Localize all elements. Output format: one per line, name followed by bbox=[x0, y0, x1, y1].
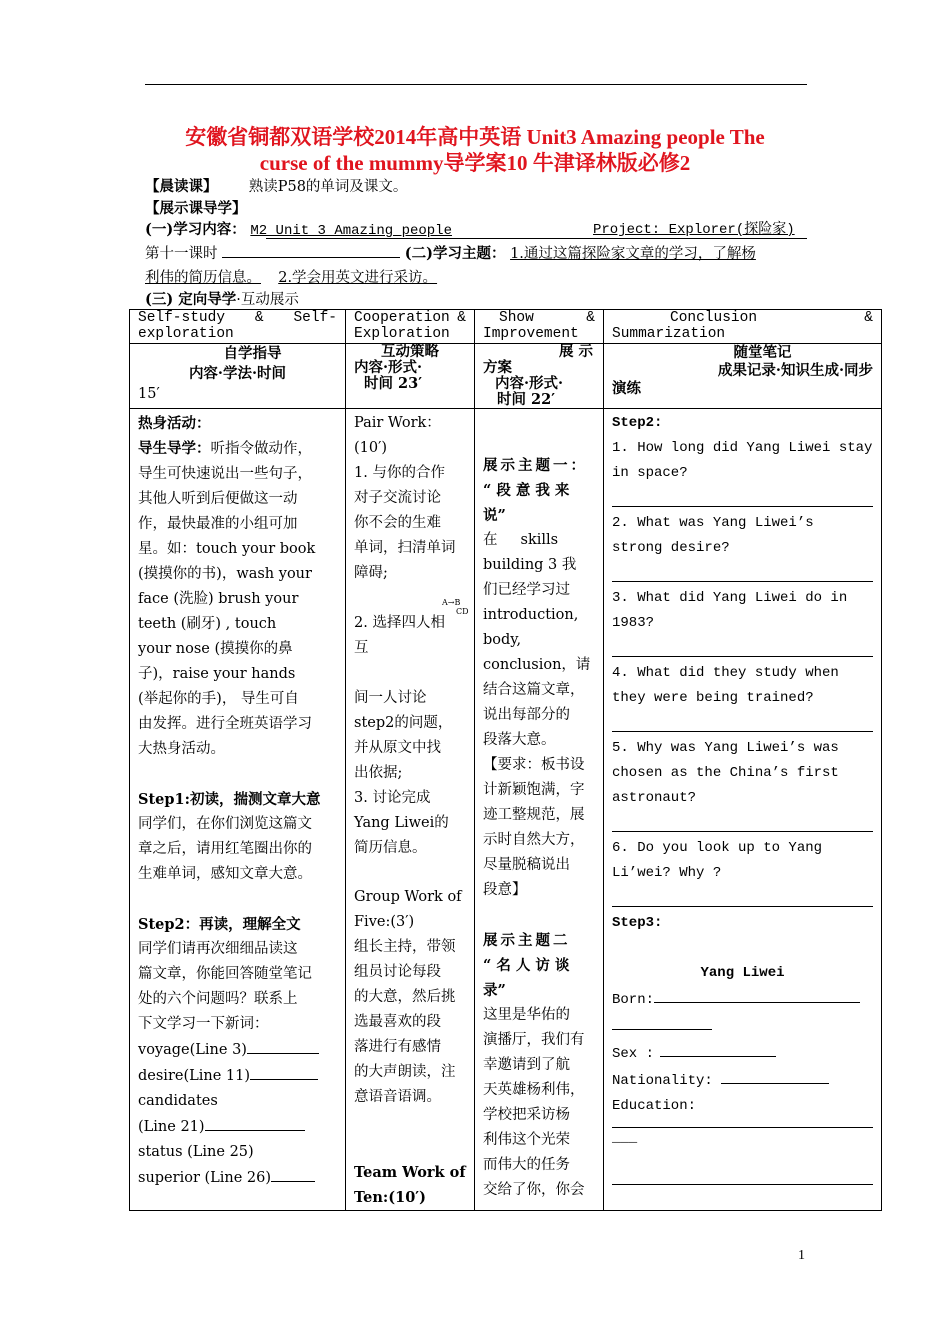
c1-line-8: teeth (刷牙) , touch bbox=[138, 616, 277, 632]
c3-a10: 结合这篇文章， bbox=[483, 682, 585, 698]
c3-a14: 计新颖饱满，字 bbox=[483, 782, 585, 798]
c1-line-12: 由发挥。进行全班英语学习 bbox=[138, 716, 312, 732]
c2-g6: 选最喜欢的段 bbox=[354, 1014, 441, 1030]
page-title bbox=[140, 124, 810, 176]
guide-line bbox=[145, 289, 299, 311]
c4-q1a: 1. How long did Yang Liwei stay bbox=[612, 440, 873, 456]
theme-line-2 bbox=[145, 267, 437, 289]
c3-a4: 在 skills bbox=[483, 532, 559, 548]
c3-a11: 说出每部分的 bbox=[483, 707, 570, 723]
show-topic-2-title: “名人访谈 bbox=[483, 957, 575, 974]
c3-a8: body, bbox=[483, 632, 522, 648]
profile-name: Yang Liwei bbox=[700, 965, 785, 981]
sub-content-method-time: 内容·学法·时间 bbox=[188, 365, 287, 382]
show-topic-2-end: 录” bbox=[483, 982, 506, 999]
word-voyage: voyage(Line 3) bbox=[138, 1042, 247, 1058]
c3-b11: 交给了你，你会 bbox=[483, 1182, 585, 1198]
table-header-row bbox=[130, 310, 882, 344]
word-candidates-blank[interactable] bbox=[205, 1114, 305, 1131]
c1-line-11: (举起你的手)， 导生可自 bbox=[138, 691, 299, 707]
c2-q3: 间一人讨论 bbox=[354, 690, 427, 706]
c1-line-4: 作，最快最准的小组可加 bbox=[138, 516, 298, 532]
sub-show bbox=[475, 344, 604, 409]
sub-time-15: 15′ bbox=[138, 386, 160, 402]
c3-a6: 们已经学习过 bbox=[483, 582, 570, 598]
pair-time: (10′) bbox=[354, 440, 388, 456]
h-self-study: Self-study bbox=[138, 310, 226, 326]
arrow-c: C bbox=[456, 607, 463, 616]
word-desire-blank[interactable] bbox=[250, 1063, 318, 1080]
c2-g3: 组长主持，带领 bbox=[354, 939, 456, 955]
morning-reading bbox=[145, 176, 407, 198]
col-self-study bbox=[130, 409, 346, 1211]
warmup-heading: 热身活动： bbox=[138, 415, 211, 432]
theme-text-2a: 利伟的简历信息。 bbox=[145, 270, 261, 286]
c3-b8: 学校把采访杨 bbox=[483, 1107, 570, 1123]
show-lesson-label: 【展示课导学】 bbox=[145, 200, 247, 217]
col-show bbox=[475, 409, 604, 1211]
h-exploration: exploration bbox=[138, 326, 234, 342]
word-status: status (Line 25) bbox=[138, 1144, 254, 1160]
born-blank-2[interactable] bbox=[612, 1013, 712, 1030]
header-rule bbox=[145, 84, 807, 85]
sub-cooperation bbox=[346, 344, 475, 409]
sex-blank[interactable] bbox=[660, 1040, 776, 1057]
c3-a16: 示时自然大方， bbox=[483, 832, 585, 848]
step1-line-3: 生难单词，感知文章大意。 bbox=[138, 866, 312, 882]
title-line-1: 安徽省铜都双语学校2014年高中英语 Unit3 Amazing people The bbox=[185, 125, 765, 149]
content-project: Project: Explorer(探险家) bbox=[593, 222, 795, 238]
c3-a7: introduction, bbox=[483, 607, 579, 623]
group-time: Five:(3′) bbox=[354, 914, 415, 930]
c2-g9: 意语音语调。 bbox=[354, 1089, 441, 1105]
sub-time-23: 时间 23′ bbox=[364, 375, 423, 392]
c3-b10: 而伟大的任务 bbox=[483, 1157, 570, 1173]
c2-p2: 对子交流讨论 bbox=[354, 490, 441, 506]
arrow-diagram bbox=[442, 598, 469, 616]
c3-a15: 迹工整规范，展 bbox=[483, 807, 585, 823]
c4-q2a: 2. What was Yang Liwei’s bbox=[612, 515, 814, 531]
h-amp-4: & bbox=[864, 310, 873, 326]
c1-line-6: (摸摸你的书)，wash your bbox=[138, 566, 312, 582]
c1-line-9: your nose (摸摸你的鼻 bbox=[138, 641, 293, 657]
page-number: 1 bbox=[798, 1248, 805, 1263]
lesson-blank bbox=[222, 243, 400, 258]
sub-show-title: 展 示 bbox=[558, 343, 593, 360]
c2-p1: 1. 与你的合作 bbox=[354, 465, 445, 481]
header-cooperation bbox=[346, 310, 475, 344]
c2-g7: 落进行有感情 bbox=[354, 1039, 441, 1055]
h-amp-3: & bbox=[586, 310, 595, 326]
c1-line-10: 子)，raise your hands bbox=[138, 666, 296, 682]
c2-r2: Yang Liwei的 bbox=[354, 815, 449, 831]
h-amp-2: & bbox=[457, 310, 466, 326]
education-line-2[interactable] bbox=[612, 1184, 873, 1185]
show-topic-1-end: 说” bbox=[483, 507, 506, 524]
c4-q6a: 6. Do you look up to Yang bbox=[612, 840, 823, 856]
show-topic-1-title: “段意我来 bbox=[483, 482, 575, 499]
c3-a9: conclusion，请 bbox=[483, 657, 591, 673]
lesson-label: 第十一课时 bbox=[145, 246, 218, 262]
profile-education: Education: bbox=[612, 1098, 697, 1114]
sub-notes: 随堂笔记 bbox=[733, 344, 792, 361]
content-line bbox=[145, 219, 807, 242]
answer-line-5[interactable] bbox=[612, 831, 873, 832]
c3-b5: 演播厅，我们有 bbox=[483, 1032, 585, 1048]
table-body-row bbox=[130, 409, 882, 1211]
c4-step2: Step2: bbox=[612, 415, 663, 431]
c2-p5: 障碍; bbox=[354, 565, 388, 581]
c4-q2b: strong desire? bbox=[612, 540, 730, 556]
c3-a13: 【要求：板书设 bbox=[483, 757, 585, 773]
pair-work: Pair Work： bbox=[354, 415, 441, 431]
c2-r3: 简历信息。 bbox=[354, 840, 427, 856]
group-work: Group Work of bbox=[354, 889, 462, 905]
c4-q5b: chosen as the China’s first bbox=[612, 765, 839, 781]
c2-q2: 互 bbox=[354, 640, 369, 656]
theme-text-2b: 2.学会用英文进行采访。 bbox=[278, 270, 438, 286]
c4-step3: Step3: bbox=[612, 915, 663, 931]
step2-line-2: 篇文章，你能回答随堂笔记 bbox=[138, 966, 312, 982]
profile-born: Born: bbox=[612, 992, 655, 1008]
content-module: M2 Unit 3 Amazing people bbox=[250, 223, 452, 239]
guide-label: (三) 定向导学 bbox=[145, 291, 237, 308]
sub-plan: 方案 bbox=[483, 359, 512, 376]
step1-line-2: 章之后，请用红笔圈出你的 bbox=[138, 841, 312, 857]
sub-guide: 自学指导 bbox=[223, 345, 282, 362]
sub-content-form: 内容·形式· bbox=[354, 359, 423, 376]
c1-line-2: 导生可快速说出一些句子， bbox=[138, 466, 312, 482]
sub-content-form-3: 内容·形式· bbox=[495, 375, 564, 392]
team-work: Team Work of bbox=[354, 1164, 466, 1181]
c3-b4: 这里是华佑的 bbox=[483, 1007, 570, 1023]
table-subheader-row bbox=[130, 344, 882, 409]
education-line-1[interactable] bbox=[612, 1127, 873, 1128]
lesson-theme-line bbox=[145, 243, 807, 265]
sub-record: 成果记录·知识生成·同步 bbox=[717, 362, 873, 379]
c2-g4: 组员讨论每段 bbox=[354, 964, 441, 980]
c4-q6b: Li’wei? Why ? bbox=[612, 865, 722, 881]
c1-line-1: 听指令做动作， bbox=[210, 441, 312, 457]
profile-nationality: Nationality: bbox=[612, 1073, 713, 1089]
h-show: Show bbox=[499, 310, 534, 326]
c2-r1: 3. 讨论完成 bbox=[354, 790, 431, 806]
guide-leader-label: 导生导学： bbox=[138, 440, 211, 457]
sub-time-22: 时间 22′ bbox=[497, 391, 556, 408]
profile-sex: Sex : bbox=[612, 1046, 655, 1062]
c4-q4a: 4. What did they study when bbox=[612, 665, 839, 681]
c2-p4: 单词，扫清单词 bbox=[354, 540, 456, 556]
c1-line-3: 其他人听到后便做这一动 bbox=[138, 491, 298, 507]
c2-q6: 出依据; bbox=[354, 765, 403, 781]
c1-line-13: 大热身活动。 bbox=[138, 741, 225, 757]
sub-practice: 演练 bbox=[612, 380, 641, 397]
c3-a18: 段意】 bbox=[483, 882, 527, 898]
step1-line-1: 同学们，在你们浏览这篇文 bbox=[138, 816, 312, 832]
answer-line-4[interactable] bbox=[612, 731, 873, 732]
arrow-d: D bbox=[462, 607, 469, 616]
answer-line-3[interactable] bbox=[612, 656, 873, 657]
h-conclusion: Conclusion bbox=[670, 310, 758, 326]
step1-heading: Step1:初读，揣测文章大意 bbox=[138, 791, 321, 808]
c4-q3a: 3. What did Yang Liwei do in bbox=[612, 590, 848, 606]
header-show bbox=[475, 310, 604, 344]
h-improvement: Improvement bbox=[483, 326, 579, 342]
morning-text: 熟读P58的单词及课文。 bbox=[248, 179, 408, 195]
study-table bbox=[129, 309, 882, 1211]
title-line-2: curse of the mummy导学案10 牛津译林版必修2 bbox=[259, 151, 691, 175]
c3-b6: 幸邀请到了航 bbox=[483, 1057, 570, 1073]
c3-b7: 天英雄杨利伟， bbox=[483, 1082, 585, 1098]
step2-heading: Step2：再读，理解全文 bbox=[138, 916, 301, 933]
step2-line-4: 下文学习一下新词： bbox=[138, 1016, 269, 1032]
c2-g5: 的大意，然后挑 bbox=[354, 989, 456, 1005]
h-summarization: Summarization bbox=[612, 326, 726, 342]
show-topic-1: 展示主题一： bbox=[483, 457, 588, 474]
team-time: Ten:(10′) bbox=[354, 1189, 426, 1206]
word-candidates-line: (Line 21) bbox=[138, 1119, 205, 1135]
c2-q1: 2. 选择四人相 bbox=[354, 615, 445, 631]
c3-b9: 利伟这个光荣 bbox=[483, 1132, 570, 1148]
c4-q5c: astronaut? bbox=[612, 790, 697, 806]
col-cooperation bbox=[346, 409, 475, 1211]
c2-q4: step2的问题， bbox=[354, 715, 453, 731]
content-underline bbox=[266, 238, 807, 239]
sub-strategy: 互动策略 bbox=[381, 343, 439, 360]
content-label: (一)学习内容： bbox=[145, 221, 246, 238]
answer-line-6[interactable] bbox=[612, 906, 873, 907]
c4-q4b: they were being trained? bbox=[612, 690, 814, 706]
c1-line-7: face (洗脸) brush your bbox=[138, 591, 299, 607]
theme-text-1: 1.通过这篇探险家文章的学习，了解杨 bbox=[510, 246, 756, 262]
c4-q3b: 1983? bbox=[612, 615, 655, 631]
education-dash: ___ bbox=[612, 1130, 638, 1146]
c2-g8: 的大声朗读，注 bbox=[354, 1064, 456, 1080]
c4-q1b: in space? bbox=[612, 465, 688, 481]
sub-self-study bbox=[130, 344, 346, 409]
h-self: Self- bbox=[293, 310, 337, 326]
show-topic-2: 展示主题二 bbox=[483, 932, 571, 949]
word-candidates: candidates bbox=[138, 1093, 218, 1109]
guide-rest: ·互动展示 bbox=[236, 292, 299, 308]
c2-q5: 并从原文中找 bbox=[354, 740, 441, 756]
col-conclusion bbox=[604, 409, 882, 1211]
morning-label: 【晨读课】 bbox=[145, 178, 218, 195]
step2-line-1: 同学们请再次细细品读这 bbox=[138, 941, 298, 957]
c4-q5a: 5. Why was Yang Liwei’s was bbox=[612, 740, 839, 756]
step2-line-3: 处的六个问题吗？联系上 bbox=[138, 991, 298, 1007]
h-cooperation: Cooperation bbox=[354, 310, 450, 326]
header-self-study bbox=[130, 310, 346, 344]
answer-line-2[interactable] bbox=[612, 581, 873, 582]
c3-a12: 段落大意。 bbox=[483, 732, 556, 748]
sub-conclusion bbox=[604, 344, 882, 409]
header-conclusion bbox=[604, 310, 882, 344]
nationality-blank[interactable] bbox=[721, 1067, 829, 1084]
word-superior: superior (Line 26) bbox=[138, 1170, 272, 1186]
c1-line-5: 星。如：touch your book bbox=[138, 541, 316, 557]
answer-line-1[interactable] bbox=[612, 506, 873, 507]
word-voyage-blank[interactable] bbox=[247, 1037, 319, 1054]
word-superior-blank[interactable] bbox=[271, 1165, 315, 1182]
c2-p3: 你不会的生难 bbox=[354, 515, 441, 531]
c3-a17: 尽量脱稿说出 bbox=[483, 857, 570, 873]
word-desire: desire(Line 11) bbox=[138, 1068, 251, 1084]
theme-label: (二)学习主题： bbox=[404, 245, 506, 262]
c3-a5: building 3 我 bbox=[483, 557, 577, 573]
arrow-ab: A→B bbox=[442, 598, 461, 607]
born-blank[interactable] bbox=[654, 986, 860, 1003]
h-exploration-2: Exploration bbox=[354, 326, 450, 342]
h-amp-1: & bbox=[254, 310, 264, 326]
